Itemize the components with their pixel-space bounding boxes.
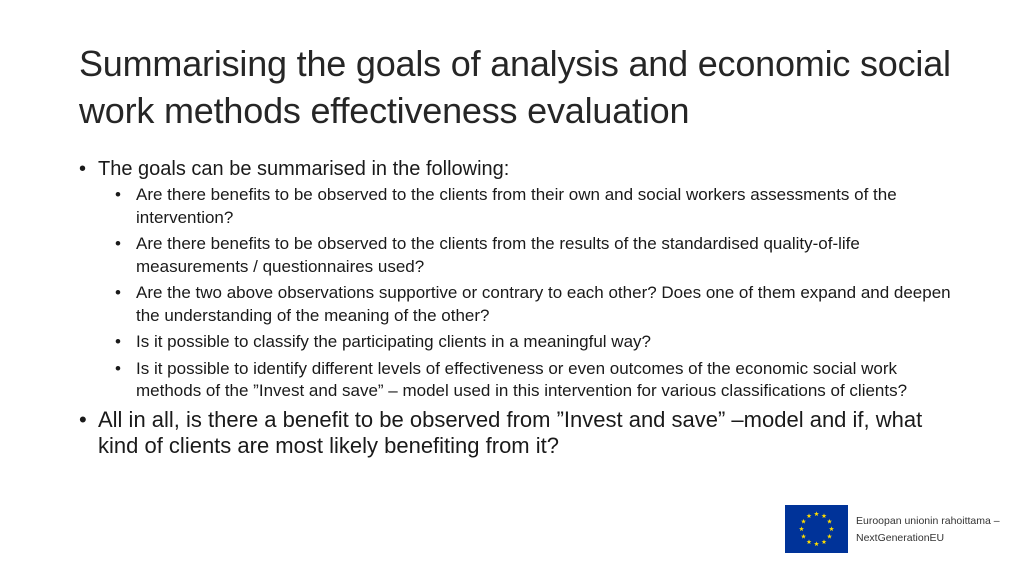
star-icon [829, 526, 834, 531]
intro-text: The goals can be summarised in the following: [98, 158, 510, 180]
star-icon [799, 526, 804, 531]
list-item [115, 282, 959, 327]
bullet-icon: • [79, 158, 87, 180]
list-item [115, 358, 959, 403]
funding-caption [856, 513, 1000, 547]
bullet-icon: • [115, 185, 121, 204]
list-item-text: Are there benefits to be observed to the clients from the results of the standardised quality-of-life measurements / questionnaires used? [136, 234, 860, 276]
funding-caption-line2: NextGenerationEU [856, 532, 945, 544]
star-icon [822, 513, 827, 518]
bullet-icon: • [115, 332, 121, 351]
slide-content [79, 156, 959, 459]
star-icon [827, 534, 832, 539]
bullet-icon: • [79, 406, 87, 432]
list-item [115, 331, 959, 354]
list-item [115, 184, 959, 229]
star-icon [801, 519, 806, 524]
star-icon [807, 513, 812, 518]
funding-caption-line1: Euroopan unionin rahoittama – [856, 515, 1000, 527]
list-item-text: Are there benefits to be observed to the clients from their own and social workers assessments of the intervention? [136, 185, 897, 227]
eu-flag-icon [785, 505, 848, 553]
bullet-icon: • [115, 283, 121, 302]
list-item-text: Is it possible to classify the participating clients in a meaningful way? [136, 332, 651, 351]
conclusion-text: All in all, is there a benefit to be observed from ”Invest and save” –model and if, what kind of clients are most likely benefiting from it? [98, 406, 923, 458]
bullet-icon: • [115, 234, 121, 253]
star-icon [822, 539, 827, 544]
star-icon [814, 511, 819, 516]
star-icon [827, 519, 832, 524]
eu-flag-svg [785, 505, 848, 553]
list-item [115, 233, 959, 278]
goals-list [115, 184, 959, 403]
intro-bullet [79, 156, 959, 182]
bullet-icon: • [115, 358, 121, 378]
list-item-text: Are the two above observations supportive or contrary to each other? Does one of them expand and deepen the understanding of the meaning of the other? [136, 283, 951, 325]
eu-stars [799, 511, 834, 546]
star-icon [814, 541, 819, 546]
conclusion-bullet [79, 407, 959, 459]
slide-title: Summarising the goals of analysis and economic social work methods effectiveness evaluation [79, 43, 951, 131]
list-item-text: Is it possible to identify different levels of effectiveness or even outcomes of the economic social work methods of the ”Invest and save” – model used in this intervention for various classifications of clients? [136, 358, 908, 400]
star-icon [807, 539, 812, 544]
star-icon [801, 534, 806, 539]
